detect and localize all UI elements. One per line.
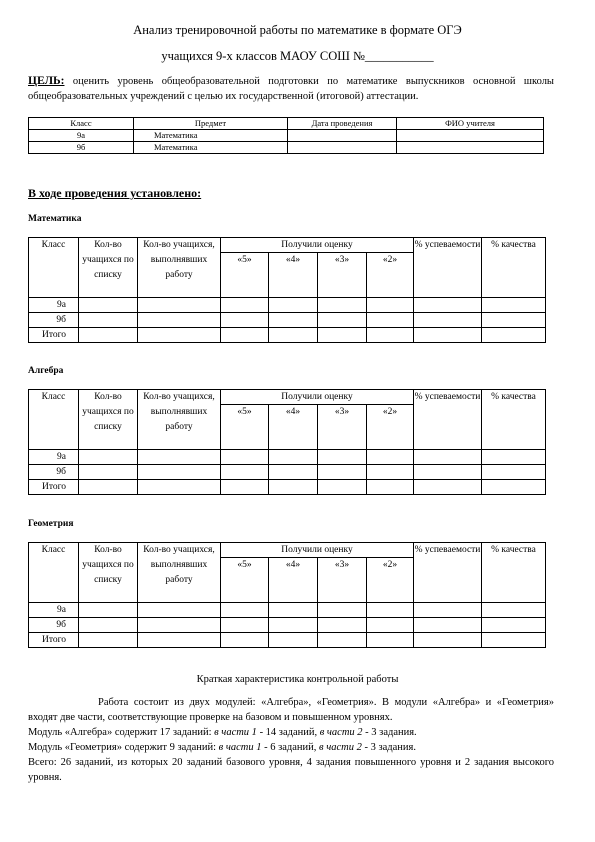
stats-cell	[79, 603, 138, 618]
header-pct-success: % успеваемости	[414, 543, 482, 603]
stats-cell	[318, 298, 367, 313]
header-grade-g5: «5»	[221, 405, 269, 450]
stats-cell	[318, 618, 367, 633]
text: - 6 заданий,	[261, 742, 320, 753]
header-count-done: Кол-во учащихся, выполнявших работу	[138, 238, 221, 298]
stats-cell	[367, 603, 414, 618]
stats-cell	[269, 328, 318, 343]
table-row	[29, 313, 546, 328]
stats-cell	[318, 328, 367, 343]
row-label: 9а	[29, 450, 79, 465]
stats-cell	[482, 633, 546, 648]
stats-cell	[269, 633, 318, 648]
text: Модуль «Алгебра» содержит 17 заданий:	[28, 727, 215, 738]
header-count-list: Кол-во учащихся по списку	[79, 543, 138, 603]
stats-table	[28, 542, 546, 648]
table-row	[29, 603, 546, 618]
stats-cell	[221, 633, 269, 648]
stats-table	[28, 237, 546, 343]
text: в части 1	[218, 742, 262, 753]
row-label: 9б	[29, 465, 79, 480]
stats-cell	[269, 450, 318, 465]
info-cell-class: 9а	[29, 130, 134, 142]
stats-table	[28, 389, 546, 495]
header-grade-g3: «3»	[318, 558, 367, 603]
stats-cell	[414, 603, 482, 618]
header-got-grade: Получили оценку	[221, 238, 414, 253]
section-title: Геометрия	[28, 519, 74, 529]
stats-cell	[482, 328, 546, 343]
stats-cell	[221, 480, 269, 495]
stats-cell	[367, 298, 414, 313]
row-label: Итого	[29, 633, 79, 648]
header-count-done: Кол-во учащихся, выполнявших работу	[138, 390, 221, 450]
table-row	[29, 130, 544, 142]
header-pct-success: % успеваемости	[414, 238, 482, 298]
stats-cell	[367, 313, 414, 328]
info-cell-date	[288, 142, 397, 154]
text: в части 2	[319, 742, 362, 753]
header-pct-quality: % качества	[482, 543, 546, 603]
info-cell-subject: Математика	[134, 130, 288, 142]
header-grade-g3: «3»	[318, 253, 367, 298]
table-row	[29, 328, 546, 343]
table-row	[29, 618, 546, 633]
section-title: Алгебра	[28, 366, 64, 376]
stats-cell	[318, 465, 367, 480]
row-label: 9б	[29, 313, 79, 328]
page-subtitle: учащихся 9-х классов МАОУ СОШ №___________	[161, 49, 434, 63]
header-class: Класс	[29, 238, 79, 298]
stats-cell	[482, 465, 546, 480]
header-grade-g5: «5»	[221, 253, 269, 298]
stats-cell	[138, 465, 221, 480]
stats-cell	[482, 313, 546, 328]
stats-cell	[414, 298, 482, 313]
info-cell-teacher	[397, 142, 544, 154]
stats-cell	[79, 298, 138, 313]
stats-cell	[221, 465, 269, 480]
stats-cell	[79, 480, 138, 495]
stats-cell	[482, 618, 546, 633]
page-title: Анализ тренировочной работы по математике в формате ОГЭ	[133, 23, 462, 37]
header-grade-g4: «4»	[269, 405, 318, 450]
table-row	[29, 465, 546, 480]
text: - 3 задания.	[361, 742, 416, 753]
stats-cell	[138, 298, 221, 313]
stats-cell	[138, 450, 221, 465]
stats-cell	[269, 313, 318, 328]
stats-cell	[414, 328, 482, 343]
info-cell-class: 9б	[29, 142, 134, 154]
stats-header-row	[29, 238, 546, 253]
header-pct-success: % успеваемости	[414, 390, 482, 450]
header-grade-g2: «2»	[367, 405, 414, 450]
stats-cell	[138, 480, 221, 495]
stats-header-row	[29, 543, 546, 558]
stats-cell	[221, 328, 269, 343]
text: - 14 заданий,	[256, 727, 320, 738]
header-grade-g3: «3»	[318, 405, 367, 450]
stats-cell	[79, 450, 138, 465]
stats-cell	[318, 450, 367, 465]
header-grade-g2: «2»	[367, 253, 414, 298]
info-cell-teacher	[397, 130, 544, 142]
stats-cell	[318, 633, 367, 648]
stats-cell	[482, 480, 546, 495]
stats-cell	[221, 618, 269, 633]
stats-cell	[367, 618, 414, 633]
stats-cell	[318, 313, 367, 328]
stats-cell	[269, 480, 318, 495]
stats-cell	[221, 450, 269, 465]
header-count-done: Кол-во учащихся, выполнявших работу	[138, 543, 221, 603]
header-pct-quality: % качества	[482, 390, 546, 450]
header-class: Класс	[29, 543, 79, 603]
stats-cell	[482, 450, 546, 465]
row-label: 9а	[29, 603, 79, 618]
total-tasks-line: Всего: 26 заданий, из которых 20 заданий базового уровня, 4 задания повышенного уровня и 2 задания высокого уровня.	[28, 757, 554, 783]
table-row	[29, 480, 546, 495]
info-header-date: Дата проведения	[288, 118, 397, 130]
header-pct-quality: % качества	[482, 238, 546, 298]
stats-cell	[138, 603, 221, 618]
goal-label: ЦЕЛЬ:	[28, 75, 65, 87]
header-got-grade: Получили оценку	[221, 390, 414, 405]
row-label: 9б	[29, 618, 79, 633]
stats-cell	[79, 465, 138, 480]
stats-cell	[482, 298, 546, 313]
stats-cell	[414, 313, 482, 328]
info-table-header	[29, 118, 544, 130]
text: - 3 задания.	[362, 727, 417, 738]
stats-cell	[138, 328, 221, 343]
characteristics-paragraph: Работа состоит из двух модулей: «Алгебра», «Геометрия». В модули «Алгебра» и «Геометрия» входят две части, соответствующие проверке на базовом и повышенном уровнях.	[28, 697, 554, 723]
stats-cell	[79, 618, 138, 633]
stats-cell	[367, 328, 414, 343]
table-row	[29, 450, 546, 465]
text: в части 2	[319, 727, 363, 738]
characteristics-title: Краткая характеристика контрольной работы	[196, 674, 399, 685]
stats-cell	[414, 618, 482, 633]
header-count-list: Кол-во учащихся по списку	[79, 238, 138, 298]
row-label: 9а	[29, 298, 79, 313]
info-table	[28, 117, 544, 154]
text: в части 1	[214, 727, 257, 738]
header-grade-g4: «4»	[269, 558, 318, 603]
findings-heading: В ходе проведения установлено:	[28, 186, 202, 200]
stats-cell	[79, 633, 138, 648]
stats-cell	[482, 603, 546, 618]
stats-cell	[138, 618, 221, 633]
stats-header-row	[29, 390, 546, 405]
text: Модуль «Геометрия» содержит 9 заданий:	[28, 742, 219, 753]
stats-cell	[367, 465, 414, 480]
stats-cell	[318, 480, 367, 495]
geometry-module-line	[28, 741, 554, 756]
header-grade-g5: «5»	[221, 558, 269, 603]
stats-cell	[79, 313, 138, 328]
header-grade-g2: «2»	[367, 558, 414, 603]
stats-cell	[221, 313, 269, 328]
stats-cell	[138, 633, 221, 648]
stats-cell	[367, 450, 414, 465]
stats-cell	[414, 633, 482, 648]
stats-cell	[269, 603, 318, 618]
row-label: Итого	[29, 480, 79, 495]
goal-paragraph	[28, 74, 554, 104]
info-cell-subject: Математика	[134, 142, 288, 154]
info-header-teacher: ФИО учителя	[397, 118, 544, 130]
header-grade-g4: «4»	[269, 253, 318, 298]
stats-cell	[221, 298, 269, 313]
stats-cell	[269, 618, 318, 633]
section-title: Математика	[28, 214, 82, 224]
stats-cell	[318, 603, 367, 618]
stats-cell	[138, 313, 221, 328]
table-row	[29, 298, 546, 313]
info-header-subject: Предмет	[134, 118, 288, 130]
goal-text: оценить уровень общеобразовательной подготовки по математике выпускников основной школы общеобразовательных учреждений с целью их государственной (итоговой) аттестации.	[28, 76, 554, 102]
algebra-module-line	[28, 726, 554, 741]
stats-cell	[79, 328, 138, 343]
stats-cell	[414, 465, 482, 480]
info-header-class: Класс	[29, 118, 134, 130]
stats-cell	[269, 465, 318, 480]
stats-cell	[221, 603, 269, 618]
table-row	[29, 142, 544, 154]
stats-cell	[414, 480, 482, 495]
stats-cell	[367, 633, 414, 648]
header-count-list: Кол-во учащихся по списку	[79, 390, 138, 450]
stats-cell	[414, 450, 482, 465]
table-row	[29, 633, 546, 648]
header-class: Класс	[29, 390, 79, 450]
info-cell-date	[288, 130, 397, 142]
row-label: Итого	[29, 328, 79, 343]
stats-cell	[269, 298, 318, 313]
header-got-grade: Получили оценку	[221, 543, 414, 558]
stats-cell	[367, 480, 414, 495]
